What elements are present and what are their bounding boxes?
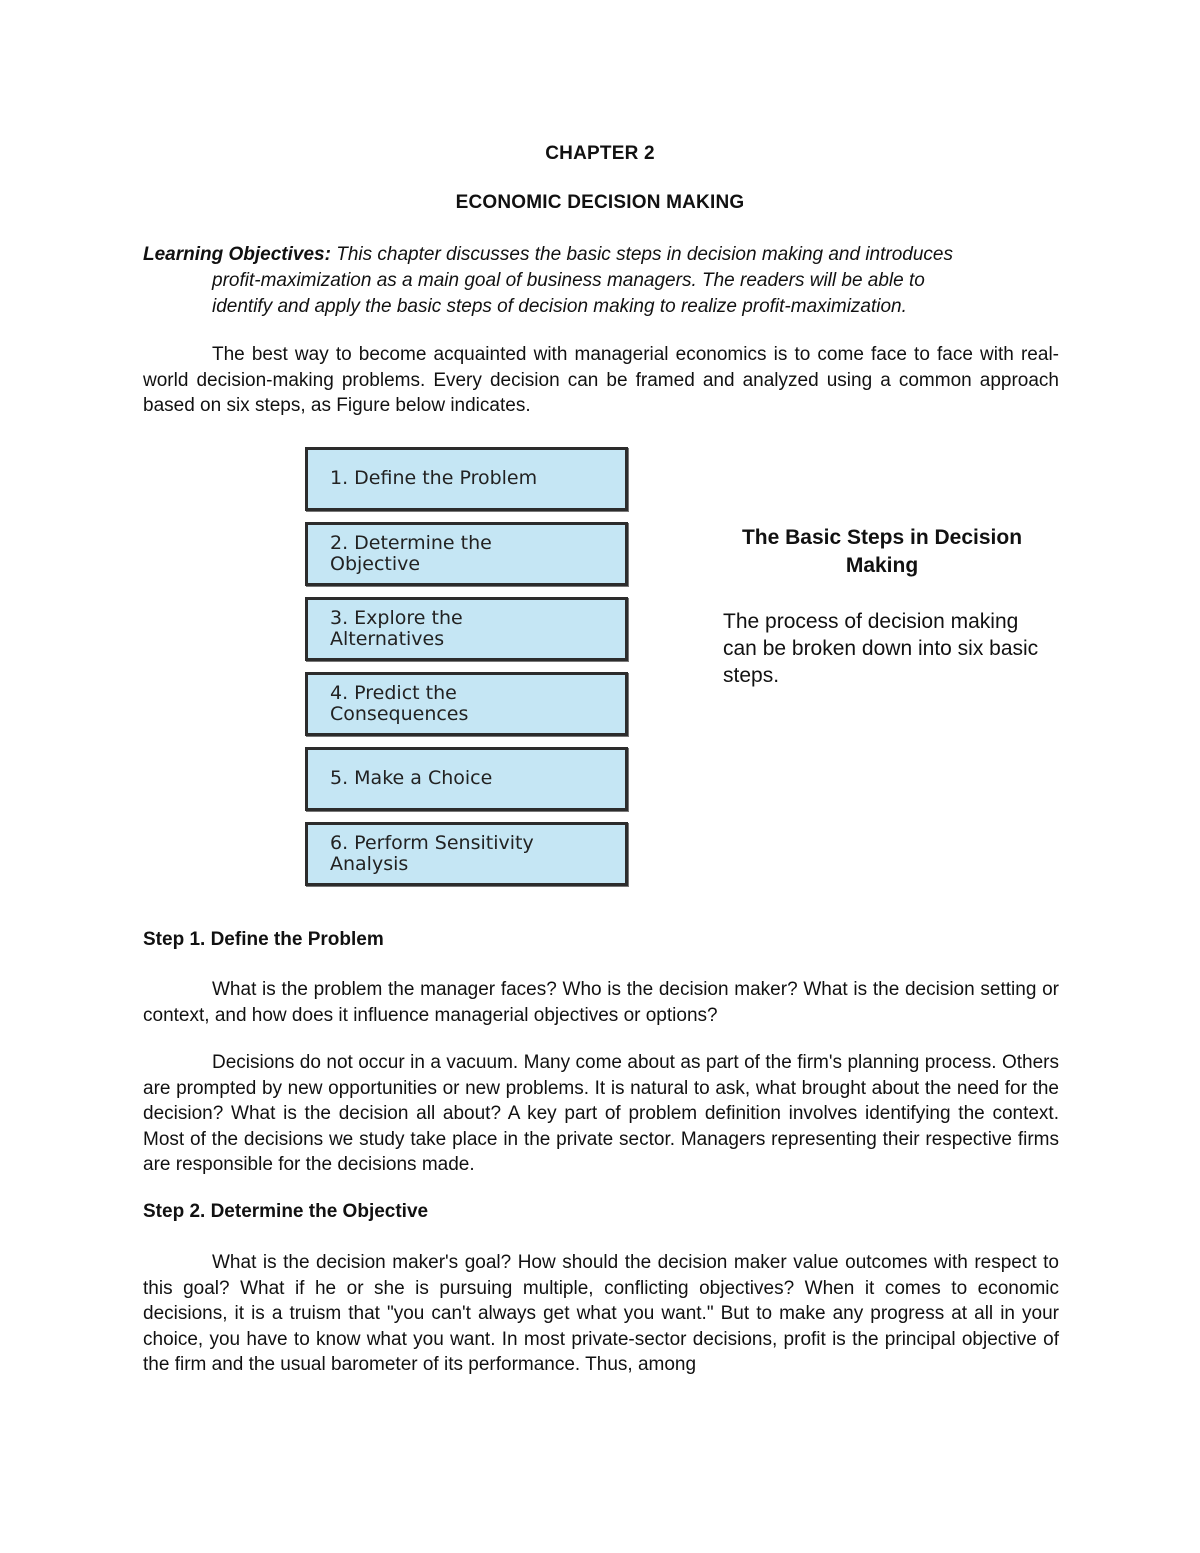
step-1-paragraph-1: What is the problem the manager faces? Who is the decision maker? What is the decision setting or context, and how does it influence managerial objectives or options? — [143, 979, 1059, 1026]
step-1-paragraph-2: Decisions do not occur in a vacuum. Many come about as part of the firm's planning process. Others are prompted by new opportunities or new problems. It is natural to ask, what brought about the need for the decision? What is the decision all about? A key part of problem definition involves identifying the context. Most of the decisions we study take place in the private sector. Managers representing their respective firms are responsible for the decisions made. — [143, 1052, 1059, 1175]
step-2-paragraph-1: What is the decision maker's goal? How should the decision maker value outcomes with respect to this goal? What if he or she is pursuing multiple, conflicting objectives? When it comes to economic decisions, it is a truism that "you can't always get what you want." But to make any progress at all in your choice, you have to know what you want. In most private-sector decisions, profit is the principal objective of the firm and the usual barometer of its performance. Thus, among — [143, 1252, 1059, 1375]
intro-paragraph: The best way to become acquainted with managerial economics is to come face to face with real-world decision-making problems. Every decision can be framed and analyzed using a common approach based on six steps, as Figure below indicates. — [143, 344, 1059, 416]
figure-step-4-label: 4. Predict the Consequences — [330, 682, 469, 725]
learning-objectives-line-1: Learning Objectives: This chapter discusses the basic steps in decision making and introduces — [143, 244, 954, 265]
learning-objectives-label: Learning Objectives: — [143, 244, 331, 265]
learning-objectives-line-3: identify and apply the basic steps of decision making to realize profit-maximization. — [212, 296, 907, 317]
chapter-number: CHAPTER 2 — [545, 143, 655, 164]
learning-objectives-line-2: profit-maximization as a main goal of business managers. The readers will be able to — [212, 270, 925, 291]
figure-step-3-label: 3. Explore the Alternatives — [330, 607, 463, 650]
step-1-heading: Step 1. Define the Problem — [143, 929, 384, 950]
figure-step-2 — [305, 522, 628, 586]
figure-step-1-label: 1. Define the Problem — [330, 467, 538, 489]
learning-objectives — [143, 242, 1061, 320]
figure-caption-title: The Basic Steps in Decision Making — [741, 526, 1023, 577]
figure-step-4 — [305, 672, 628, 736]
figure-step-6 — [305, 822, 628, 886]
figure-step-5 — [305, 747, 628, 811]
figure-step-3 — [305, 597, 628, 661]
step-2-heading: Step 2. Determine the Objective — [143, 1201, 429, 1222]
figure-step-2-label: 2. Determine the Objective — [330, 532, 492, 575]
chapter-title: ECONOMIC DECISION MAKING — [455, 192, 745, 213]
figure-step-1 — [305, 447, 628, 511]
figure-step-5-label: 5. Make a Choice — [330, 767, 493, 789]
figure-caption-description: The process of decision making can be broken down into six basic steps. — [723, 610, 1039, 687]
figure-step-6-label: 6. Perform Sensitivity Analysis — [330, 832, 534, 875]
